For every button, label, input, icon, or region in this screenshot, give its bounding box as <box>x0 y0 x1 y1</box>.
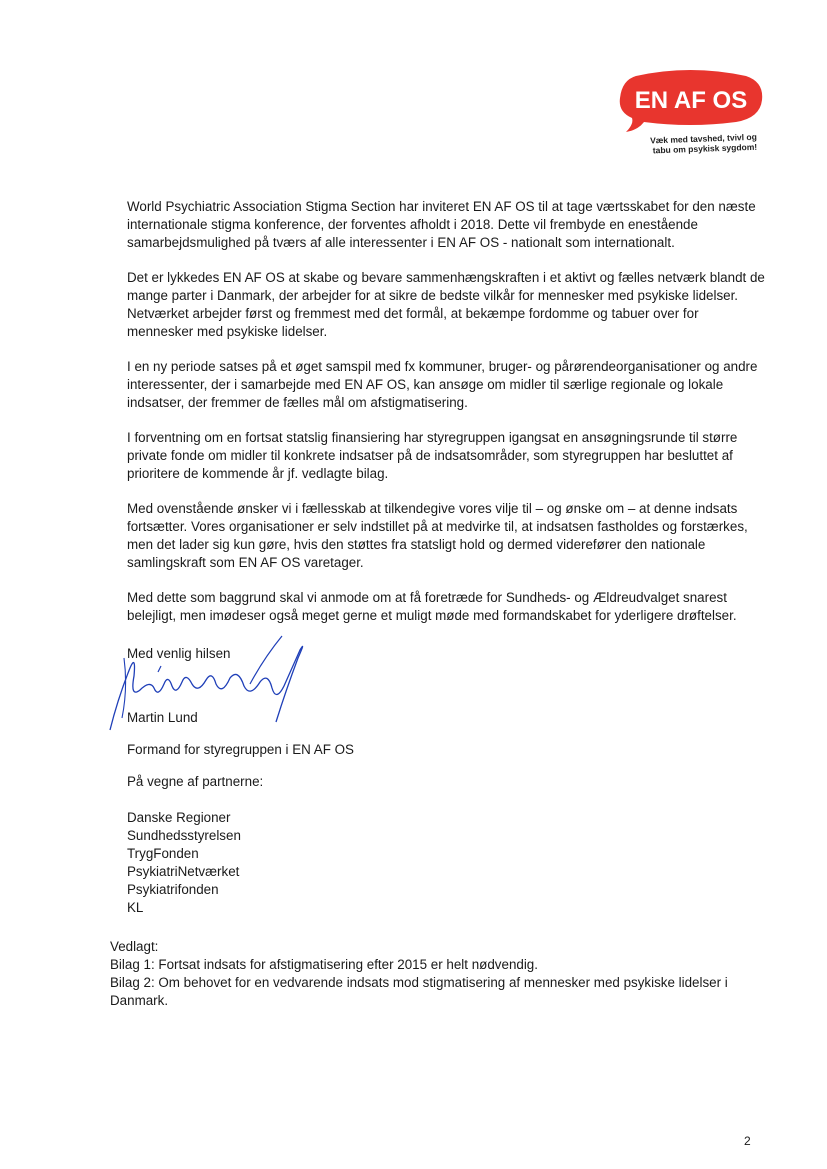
partner-item: Psykiatrifonden <box>127 882 219 897</box>
partner-item: KL <box>127 900 144 915</box>
logo-tagline <box>627 132 758 157</box>
paragraph-6: Med dette som baggrund skal vi anmode om at få foretræde for Sundheds- og Ældreudvalget snarest belejligt, men imødeser også meget gerne et muligt møde med formandskabet for yderligere drøftelser. <box>127 590 737 623</box>
page-number: 2 <box>744 1134 751 1148</box>
attachments-section <box>110 938 750 1010</box>
paragraph-4: I forventning om en fortsat statslig finansiering har styregruppen igangsat en ansøgningsrunde til større private fonde om midler til konkrete indsatser på de indsatsområder, som styregruppen har besluttet af prioritere de kommende år jf. vedlagte bilag. <box>127 430 738 481</box>
logo-speech-bubble <box>618 68 763 132</box>
signer-name: Martin Lund <box>127 710 198 725</box>
signature-drawing <box>100 628 330 738</box>
tagline-line-1: Væk med tavshed, tvivl og <box>649 131 757 146</box>
signer-title: Formand for styregruppen i EN AF OS <box>127 742 354 757</box>
partner-item: PsykiatriNetværket <box>127 864 240 879</box>
on-behalf-label: På vegne af partnerne: <box>127 774 264 789</box>
attachment-item: Bilag 2: Om behovet for en vedvarende indsats mod stigmatisering af mennesker med psykiske lidelser i Danmark. <box>110 975 728 1008</box>
partner-item: Sundhedsstyrelsen <box>127 828 241 843</box>
logo-text: EN AF OS <box>634 87 748 114</box>
en-af-os-logo <box>618 68 763 132</box>
handwritten-signature <box>100 628 330 743</box>
tagline-line-2: tabu om psykisk sygdom! <box>652 141 758 156</box>
partners-list <box>127 809 241 917</box>
paragraph-3: I en ny periode satses på et øget samspil med fx kommuner, bruger- og pårørendeorganisationer og andre interessenter, der i samarbejde med EN AF OS, kan ansøge om midler til særlige regionale og lokale indsatser, der fremmer de fælles mål om afstigmatisering. <box>127 359 758 410</box>
attachments-label: Vedlagt: <box>110 939 159 954</box>
paragraph-1: World Psychiatric Association Stigma Section har inviteret EN AF OS til at tage værtsskabet for den næste internationale stigma konference, der forventes afholdt i 2018. Dette vil frembyde en enestående samarbejdsmulighed på tværs af alle interessenter i EN AF OS - nationalt som internationalt. <box>127 199 756 250</box>
letter-body <box>127 198 767 642</box>
attachment-item: Bilag 1: Fortsat indsats for afstigmatisering efter 2015 er helt nødvendig. <box>110 957 538 972</box>
partner-item: Danske Regioner <box>127 810 231 825</box>
closing-greeting: Med venlig hilsen <box>127 646 231 661</box>
paragraph-5: Med ovenstående ønsker vi i fællesskab at tilkendegive vores vilje til – og ønske om – at denne indsats fortsætter. Vores organisationer er selv indstillet på at medvirke til, at indsatsen fastholdes og forstærkes, men det lader sig kun gøre, hvis den støttes fra statsligt hold og dermed viderefører den nationale samlingskraft som EN AF OS varetager. <box>127 501 748 570</box>
partner-item: TrygFonden <box>127 846 199 861</box>
paragraph-2: Det er lykkedes EN AF OS at skabe og bevare sammenhængskraften i et aktivt og fælles netværk blandt de mange parter i Danmark, der arbejder for at sikre de bedste vilkår for mennesker med psykiske lidelser. Netværket arbejder først og fremmest med det formål, at bekæmpe fordomme og tabuer over for mennesker med psykiske lidelser. <box>127 270 765 339</box>
